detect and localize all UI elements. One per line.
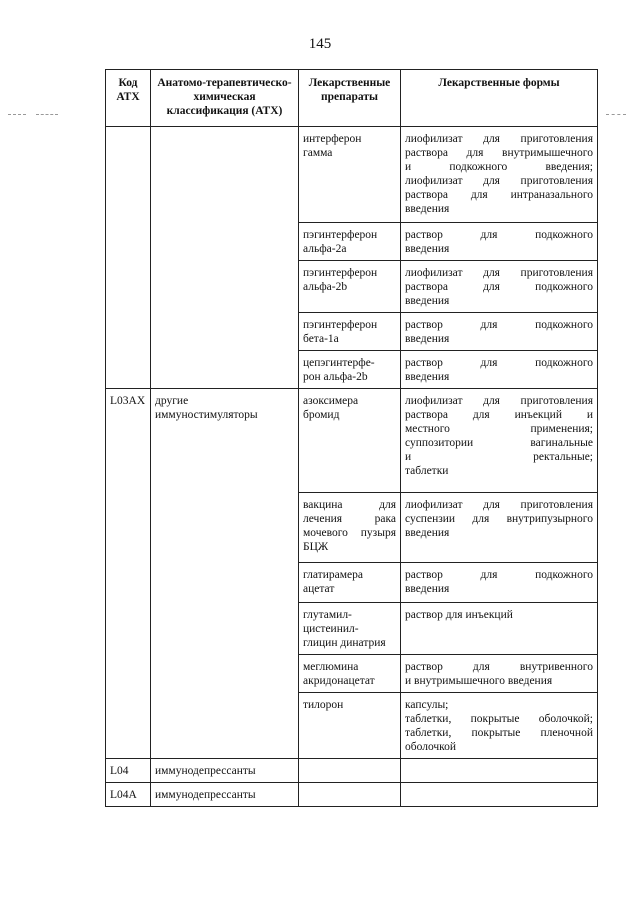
cell-line: раствор для внутривенного: [405, 661, 593, 673]
cell-line: глатирамера: [303, 569, 363, 581]
cell-line: альфа-2b: [303, 281, 348, 293]
cell-line: иммуностимуляторы: [155, 409, 258, 421]
cell-line: суппозитории вагинальные: [405, 437, 593, 449]
drug-name-cell: [299, 603, 401, 655]
drug-name-cell: [299, 759, 401, 783]
dosage-form-cell: [401, 223, 598, 261]
drug-name-cell: [299, 389, 401, 493]
cell-line: таблетки, покрытые пленочной: [405, 727, 593, 739]
cell-line: капсулы;: [405, 699, 449, 711]
cell-line: бета-1a: [303, 333, 339, 345]
cell-line: введения: [405, 295, 450, 307]
drug-name-cell: [299, 313, 401, 351]
cell-line: цистеинил-: [303, 623, 359, 635]
cell-line: раствор для подкожного: [405, 229, 593, 241]
dosage-form-cell: [401, 493, 598, 563]
drug-name-cell: [299, 223, 401, 261]
cell-line: интерферон: [303, 133, 362, 145]
cell-line: и ректальные;: [405, 451, 593, 463]
cell-line: БЦЖ: [303, 541, 329, 553]
cell-line: рон альфа-2b: [303, 371, 368, 383]
cell-line: раствор для подкожного: [405, 319, 593, 331]
atc-classification-cell: [151, 127, 299, 389]
cell-line: раствор для подкожного: [405, 569, 593, 581]
drug-name-cell: [299, 783, 401, 807]
atc-classification-cell: [151, 389, 299, 759]
drug-name-cell: [299, 563, 401, 603]
cell-line: раствора для подкожного: [405, 281, 593, 293]
page-number: 145: [308, 36, 332, 52]
drug-name-cell: [299, 261, 401, 313]
left-edge-mark-2: [36, 114, 58, 116]
cell-line: пэгинтерферон: [303, 319, 378, 331]
cell-line: введения: [405, 203, 450, 215]
drug-name-cell: [299, 655, 401, 693]
cell-line: меглюмина: [303, 661, 359, 673]
cell-line: введения: [405, 527, 450, 539]
cell-line: пэгинтерферон: [303, 229, 378, 241]
cell-line: введения: [405, 333, 450, 345]
drug-table: [105, 69, 598, 807]
dosage-form-cell: [401, 351, 598, 389]
table-row: [106, 389, 598, 493]
header-forms: Лекарственные формы: [401, 70, 598, 127]
cell-line: раствор для подкожного: [405, 357, 593, 369]
cell-line: оболочкой: [405, 741, 457, 753]
table-row: [106, 127, 598, 223]
cell-line: гамма: [303, 147, 333, 159]
dosage-form-cell: [401, 655, 598, 693]
cell-line: азоксимера: [303, 395, 359, 407]
cell-line: раствора для интраназального: [405, 189, 593, 201]
dosage-form-cell: [401, 313, 598, 351]
cell-line: лиофилизат для приготовления: [405, 133, 593, 145]
cell-line: и подкожного введения;: [405, 161, 593, 173]
cell-line: и внутримышечного введения: [405, 675, 553, 687]
cell-line: лиофилизат для приготовления: [405, 395, 593, 407]
atc-classification-cell: [151, 783, 299, 807]
header-code: Код АТХ: [106, 70, 151, 127]
cell-line: тилорон: [303, 699, 344, 711]
cell-line: глицин динатрия: [303, 637, 386, 649]
cell-line: раствор для инъекций: [405, 609, 513, 621]
left-edge-mark: [8, 114, 26, 116]
cell-line: бромид: [303, 409, 340, 421]
cell-line: мочевого пузыря: [303, 527, 396, 539]
cell-line: таблетки: [405, 465, 449, 477]
cell-line: цепэгинтерфе-: [303, 357, 375, 369]
dosage-form-cell: [401, 389, 598, 493]
cell-line: акридонацетат: [303, 675, 375, 687]
cell-line: другие: [155, 395, 189, 407]
cell-line: таблетки, покрытые оболочкой;: [405, 713, 593, 725]
dosage-form-cell: [401, 261, 598, 313]
cell-line: лечения рака: [303, 513, 396, 525]
cell-line: глутамил-: [303, 609, 352, 621]
cell-line: лиофилизат для приготовления: [405, 267, 593, 279]
table-header-row: [106, 70, 598, 127]
drug-name-cell: [299, 127, 401, 223]
cell-line: раствора для инъекций и: [405, 409, 593, 421]
atc-classification-cell: [151, 759, 299, 783]
cell-line: иммунодепрессанты: [155, 765, 256, 777]
dosage-form-cell: [401, 127, 598, 223]
table-row: [106, 759, 598, 783]
cell-line: раствора для внутримышечного: [405, 147, 593, 159]
atc-code-cell: L04A: [106, 783, 151, 807]
cell-line: иммунодепрессанты: [155, 789, 256, 801]
header-drugs: Лекарственные препараты: [299, 70, 401, 127]
drug-name-cell: [299, 493, 401, 563]
cell-line: лиофилизат для приготовления: [405, 499, 593, 511]
header-classification: Анатомо-терапевтическо- химическая классификация (АТХ): [151, 70, 299, 127]
cell-line: введения: [405, 243, 450, 255]
dosage-form-cell: [401, 603, 598, 655]
cell-line: ацетат: [303, 583, 335, 595]
cell-line: альфа-2a: [303, 243, 347, 255]
cell-line: введения: [405, 583, 450, 595]
cell-line: вакцина для: [303, 499, 396, 511]
cell-line: суспензии для внутрипузырного: [405, 513, 593, 525]
atc-code-cell: L03AX: [106, 389, 151, 759]
table-row: [106, 783, 598, 807]
cell-line: пэгинтерферон: [303, 267, 378, 279]
drug-name-cell: [299, 693, 401, 759]
right-edge-mark: [606, 114, 626, 116]
atc-code-cell: L04: [106, 759, 151, 783]
cell-line: лиофилизат для приготовления: [405, 175, 593, 187]
atc-code-cell: [106, 127, 151, 389]
dosage-form-cell: [401, 563, 598, 603]
dosage-form-cell: [401, 693, 598, 759]
dosage-form-cell: [401, 783, 598, 807]
cell-line: местного применения;: [405, 423, 593, 435]
dosage-form-cell: [401, 759, 598, 783]
drug-name-cell: [299, 351, 401, 389]
cell-line: введения: [405, 371, 450, 383]
